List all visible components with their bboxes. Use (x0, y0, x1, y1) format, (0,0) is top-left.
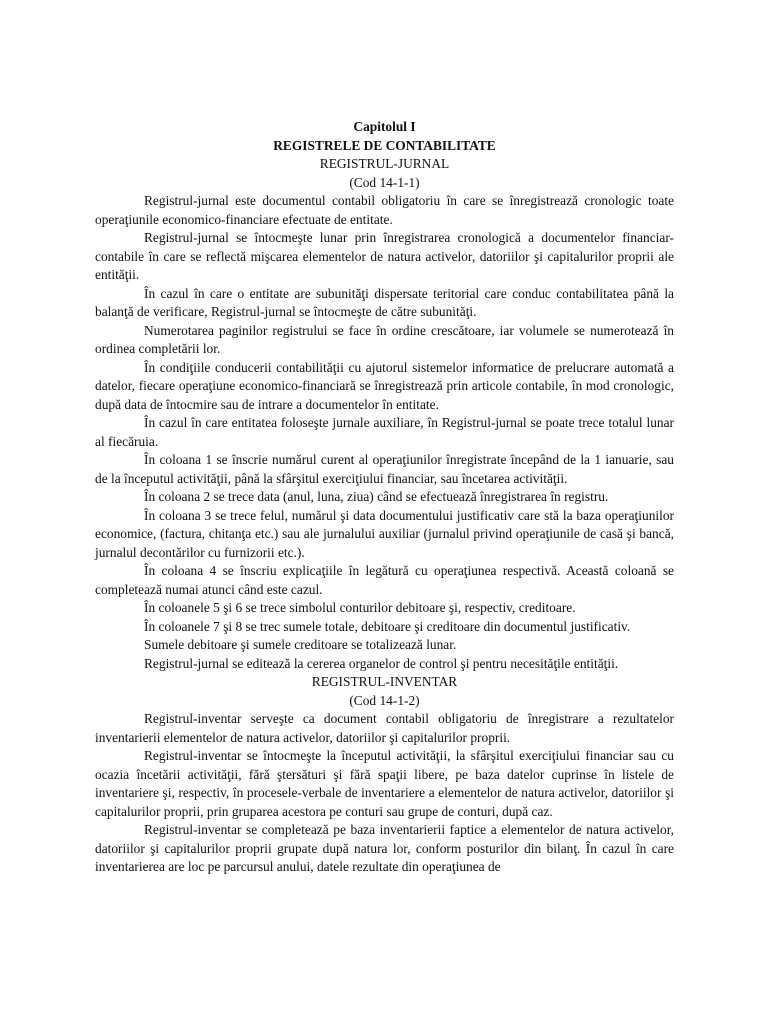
paragraph: În coloanele 7 şi 8 se trec sumele totale, debitoare şi creditoare din documentul justificativ. (144, 618, 631, 634)
paragraph: În coloana 3 se trece felul, numărul şi data documentului justificativ care stă la baza operaţiunilor economice, (factura, chitanţa etc.) sau ale jurnalului auxiliar (jurnalul privind operaţiunile de casă şi bancă, jurnalul decontărilor cu furnizorii etc.). (95, 507, 674, 560)
section-registrul-inventar (95, 673, 674, 877)
paragraph: În cazul în care entitatea foloseşte jurnale auxiliare, în Registrul-jurnal se poate trece totalul lunar al fiecăruia. (95, 415, 674, 449)
section-title: REGISTRUL-JURNAL (319, 156, 450, 171)
paragraph: Numerotarea paginilor registrului se face în ordine crescătoare, iar volumele se numerotează în ordinea completării lor. (95, 322, 674, 356)
paragraph: Sumele debitoare şi sumele creditoare se totalizează lunar. (144, 637, 457, 652)
paragraph: Registrul-inventar se completează pe baza inventarierii faptice a elementelor de natura activelor, datoriilor şi capitalurilor proprii grupate după natura lor, conform posturilor din bilanţ. În cazul în care inventarierea are loc pe parcursul anului, datele rezultate din operaţiunea de (95, 822, 674, 874)
paragraph: În coloanele 5 şi 6 se trece simbolul conturilor debitoare şi, respectiv, creditoare. (144, 600, 576, 615)
chapter-title: Capitolul I (353, 119, 416, 134)
document-heading: REGISTRELE DE CONTABILITATE (273, 137, 496, 153)
paragraph: În coloana 1 se înscrie numărul curent al operaţiunilor înregistrate începând de la 1 ianuarie, sau de la începutul activităţii, până la sfârşitul exerciţiului financiar, sau încetarea activităţii. (95, 452, 674, 486)
paragraph: În cazul în care o entitate are subunităţi dispersate teritorial care conduc contabilitatea până la balanţă de verificare, Registrul-jurnal se întocmeşte de către subunităţi. (95, 285, 674, 319)
paragraph: Registrul-jurnal se întocmeşte lunar prin înregistrarea cronologică a documentelor financiar-contabile în care se reflectă mişcarea elementelor de natura activelor, datoriilor şi capitalurilor proprii ale entităţii. (95, 230, 674, 282)
paragraph: Registrul-inventar se întocmeşte la începutul activităţii, la sfârşitul exerciţiului financiar sau cu ocazia încetării activităţii, fără ştersături şi fără spaţii libere, pe baza datelor cuprinse în listele de inventariere şi, respectiv, în procesele-verbale de inventariere a elementelor de natura activelor, datoriilor şi capitalurilor proprii, prin gruparea acestora pe conturi sau grupe de conturi, după caz. (95, 748, 674, 819)
paragraph: În coloana 2 se trece data (anul, luna, ziua) când se efectuează înregistrarea în registru. (144, 489, 609, 504)
paragraph: În condiţiile conducerii contabilităţii cu ajutorul sistemelor informatice de prelucrare automată a datelor, fiecare operaţiune economico-financiară se înregistrează prin articole contabile, în mod cronologic, după data de întocmire sau de intrare a documentelor în entitate. (95, 359, 674, 412)
paragraph: Registrul-inventar serveşte ca document contabil obligatoriu de înregistrare a rezultatelor inventarierii elementelor de natura activelor, datoriilor şi capitalurilor proprii. (95, 711, 674, 745)
section-title: REGISTRUL-INVENTAR (311, 674, 458, 689)
section-registrul-jurnal (95, 155, 674, 673)
paragraph: Registrul-jurnal este documentul contabil obligatoriu în care se înregistrează cronologic toate operaţiunile economico-financiare efectuate de entitate. (95, 193, 674, 227)
section-code: (Cod 14-1-1) (349, 174, 420, 190)
section-code: (Cod 14-1-2) (349, 692, 420, 708)
document-page (95, 115, 674, 877)
paragraph: Registrul-jurnal se editează la cererea organelor de control şi pentru necesităţile entităţii. (144, 655, 619, 671)
paragraph: În coloana 4 se înscriu explicaţiile în legătură cu operaţiunea respectivă. Această coloană se completează numai atunci când este cazul. (95, 563, 674, 597)
